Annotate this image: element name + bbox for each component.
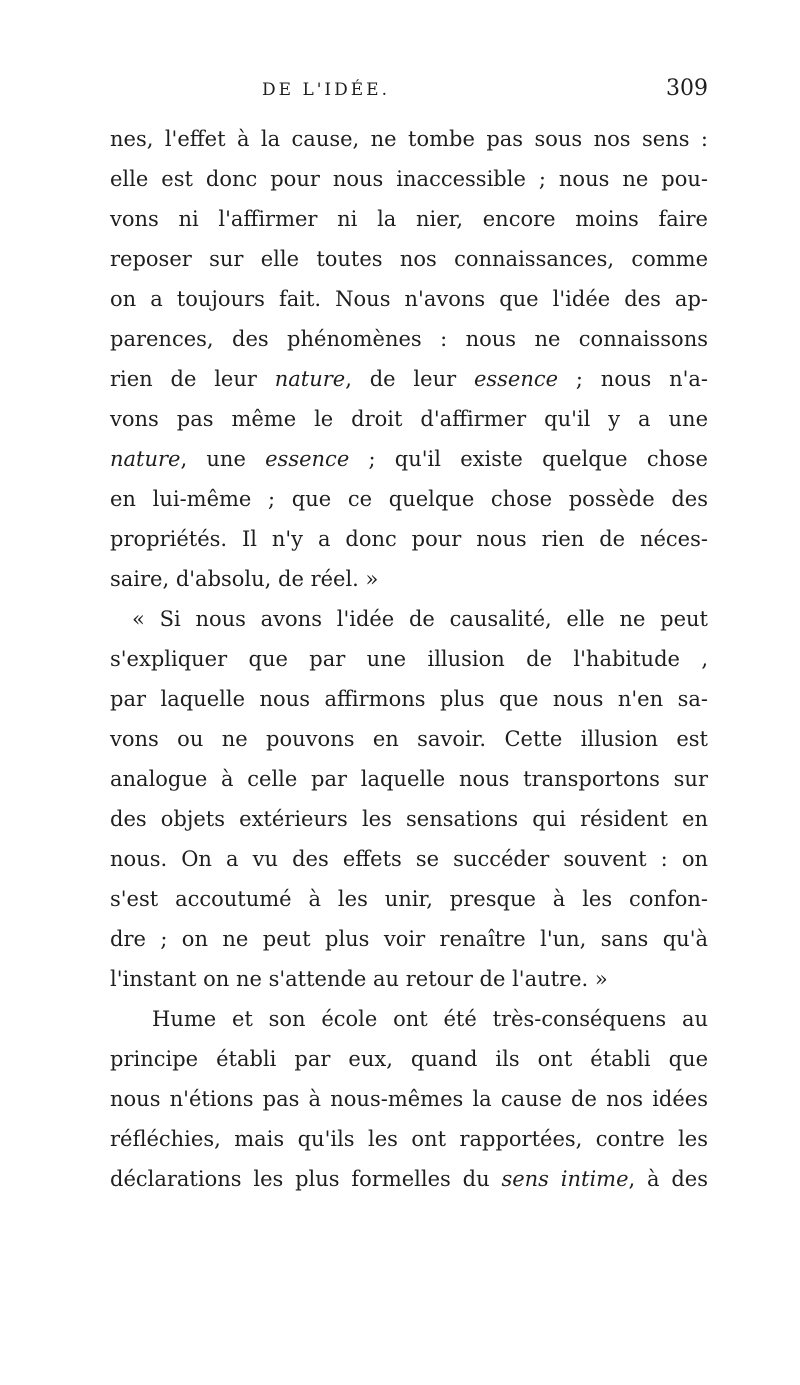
text-segment: nous n'étions pas à nous-mêmes la cause de nos idées — [110, 1087, 708, 1111]
text-segment: , une — [180, 447, 266, 471]
text-line — [110, 439, 708, 479]
text-line — [110, 759, 708, 799]
text-segment: principe établi par eux, quand ils ont établi que — [110, 1047, 708, 1071]
text-segment: elle est donc pour nous inaccessible ; nous ne pou- — [110, 167, 708, 191]
text-segment: on a toujours fait. Nous n'avons que l'idée des ap- — [110, 287, 708, 311]
body-text — [110, 119, 708, 1199]
text-segment: nes, l'effet à la cause, ne tombe pas sous nos sens : — [110, 127, 708, 151]
text-segment: par laquelle nous affirmons plus que nous n'en sa- — [110, 687, 708, 711]
text-line — [110, 359, 708, 399]
text-segment: s'expliquer que par une illusion de l'habitude , — [110, 647, 708, 671]
text-line — [110, 279, 708, 319]
text-line — [110, 1039, 708, 1079]
text-line — [110, 399, 708, 439]
text-line — [110, 639, 708, 679]
text-segment: vons pas même le droit d'affirmer qu'il y a une — [110, 407, 708, 431]
running-head — [110, 76, 708, 110]
text-segment: l'instant on ne s'attende au retour de l'autre. » — [110, 967, 608, 991]
text-segment: dre ; on ne peut plus voir renaître l'un, sans qu'à — [110, 927, 708, 951]
text-segment: rien de leur — [110, 367, 275, 391]
text-line — [110, 959, 708, 999]
italic-text: nature — [110, 447, 181, 471]
text-line — [110, 479, 708, 519]
text-segment: vons ou ne pouvons en savoir. Cette illusion est — [110, 727, 708, 751]
text-segment: « Si nous avons l'idée de causalité, elle ne peut — [132, 607, 708, 631]
text-segment: analogue à celle par laquelle nous transportons sur — [110, 767, 708, 791]
text-segment: , à des — [628, 1167, 709, 1191]
text-line — [110, 999, 708, 1039]
text-line — [110, 1159, 708, 1199]
running-title: DE L'IDÉE. — [262, 80, 390, 100]
text-line — [110, 319, 708, 359]
text-segment: , de leur — [345, 367, 474, 391]
text-segment: en lui-même ; que ce quelque chose possède des — [110, 487, 708, 511]
text-segment: nous. On a vu des effets se succéder souvent : on — [110, 847, 708, 871]
text-line — [110, 919, 708, 959]
text-line — [110, 159, 708, 199]
text-segment: réfléchies, mais qu'ils les ont rapportées, contre les — [110, 1127, 708, 1151]
text-segment: ; qu'il existe quelque chose — [349, 447, 708, 471]
text-line — [110, 1079, 708, 1119]
italic-text: sens intime — [501, 1167, 629, 1191]
italic-text: nature — [274, 367, 346, 391]
text-line — [110, 679, 708, 719]
text-segment: propriétés. Il n'y a donc pour nous rien de néces- — [110, 527, 708, 551]
text-segment: s'est accoutumé à les unir, presque à les confon- — [110, 887, 708, 911]
text-line — [110, 719, 708, 759]
text-segment: reposer sur elle toutes nos connaissances, comme — [110, 247, 708, 271]
text-line — [110, 599, 708, 639]
text-segment: parences, des phénomènes : nous ne connaissons — [110, 327, 708, 351]
text-segment: ; nous n'a- — [558, 367, 709, 391]
italic-text: essence — [265, 447, 350, 471]
text-line — [110, 1119, 708, 1159]
text-line — [110, 559, 708, 599]
text-line — [110, 199, 708, 239]
text-segment: déclarations les plus formelles du — [110, 1167, 502, 1191]
text-line — [110, 519, 708, 559]
text-segment: saire, d'absolu, de réel. » — [110, 567, 379, 591]
text-line — [110, 239, 708, 279]
text-line — [110, 799, 708, 839]
text-segment: vons ni l'affirmer ni la nier, encore moins faire — [110, 207, 708, 231]
page-number: 309 — [666, 76, 708, 101]
italic-text: essence — [473, 367, 559, 391]
text-segment: des objets extérieurs les sensations qui résident en — [110, 807, 708, 831]
text-segment: Hume et son école ont été très-conséquens au — [152, 1007, 708, 1031]
text-line — [110, 879, 708, 919]
text-line — [110, 119, 708, 159]
text-line — [110, 839, 708, 879]
